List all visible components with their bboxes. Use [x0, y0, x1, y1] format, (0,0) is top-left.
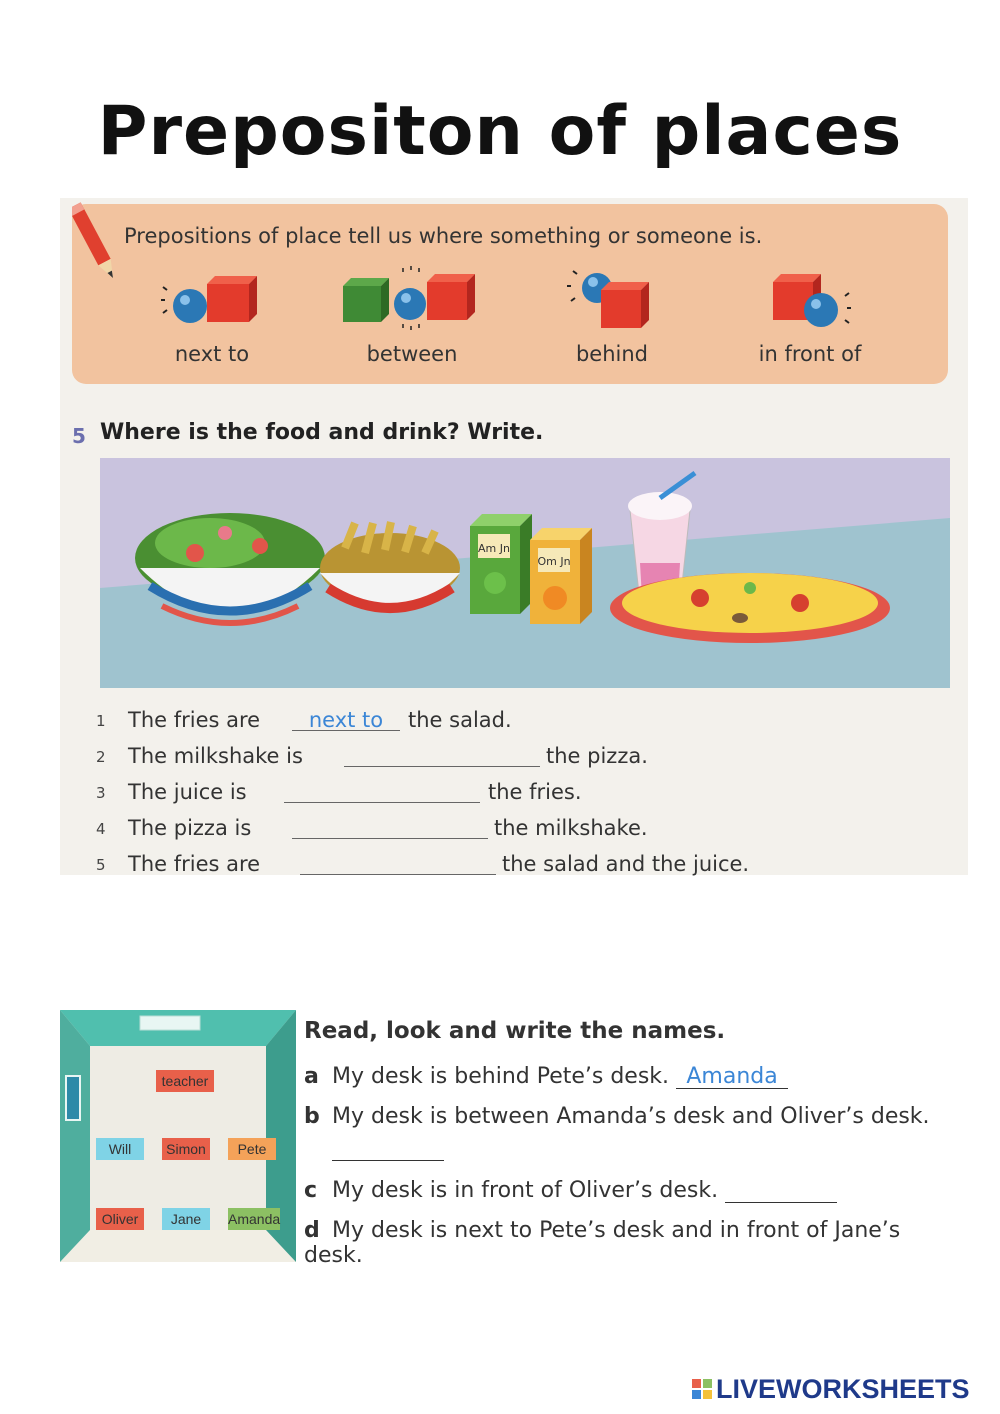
sentence-end: the fries.	[488, 780, 582, 804]
desk-pete: Pete	[228, 1138, 276, 1160]
sentence-list	[96, 704, 956, 884]
question-letter: a	[304, 1064, 319, 1089]
classroom-section	[60, 1010, 960, 1268]
sentence-row	[96, 704, 956, 740]
desk-jane: Jane	[162, 1208, 210, 1230]
question-text: My desk is behind Pete’s desk.	[332, 1064, 670, 1089]
sentence-number: 4	[96, 820, 106, 838]
prepositions-section	[60, 198, 968, 875]
sentence-end: the milkshake.	[494, 816, 648, 840]
sentence-number: 1	[96, 712, 106, 730]
answer-field[interactable]	[292, 816, 488, 839]
question-d	[304, 1218, 960, 1268]
question-letter: d	[304, 1218, 320, 1243]
food-scene-illustration	[100, 458, 950, 688]
desk-teacher: teacher	[156, 1070, 214, 1092]
question-b	[304, 1104, 930, 1129]
answer-field[interactable]: Amanda	[676, 1064, 788, 1089]
brand-name: LIVEWORKSHEETS	[716, 1373, 970, 1404]
sentence-start: The juice is	[128, 780, 247, 804]
answer-field[interactable]: next to	[292, 708, 400, 731]
sentence-start: The fries are	[128, 708, 261, 732]
between-illustration	[337, 262, 487, 332]
info-box	[72, 204, 948, 384]
question-text: My desk is in front of Oliver’s desk.	[332, 1178, 719, 1203]
question-c	[304, 1178, 837, 1203]
prep-label: in front of	[758, 342, 862, 366]
desk-will: Will	[96, 1138, 144, 1160]
sentence-start: The pizza is	[128, 816, 252, 840]
in-front-of-illustration	[755, 262, 865, 332]
desk-oliver: Oliver	[96, 1208, 144, 1230]
prep-label: behind	[575, 342, 649, 366]
sentence-number: 5	[96, 856, 106, 874]
sentence-number: 3	[96, 784, 106, 802]
sentence-row	[96, 812, 956, 848]
answer-field[interactable]	[332, 1136, 444, 1161]
question-a	[304, 1064, 788, 1089]
question-letter: c	[304, 1178, 318, 1203]
prep-between	[312, 262, 512, 366]
desk-amanda: Amanda	[228, 1208, 280, 1230]
answer-field[interactable]	[344, 744, 540, 767]
next-to-illustration	[157, 262, 267, 332]
sentence-start: The fries are	[128, 852, 261, 876]
apple-juice-label: Am Jn	[478, 542, 510, 555]
liveworksheets-logo-icon	[692, 1379, 712, 1399]
exercise-heading: Where is the food and drink? Write.	[100, 420, 544, 445]
page-title: Prepositon of places	[97, 92, 903, 171]
question-letter: b	[304, 1104, 320, 1129]
prep-label: next to	[174, 342, 250, 366]
sentence-number: 2	[96, 748, 106, 766]
answer-field[interactable]	[725, 1178, 837, 1203]
footer-logo	[692, 1375, 970, 1403]
desk-simon: Simon	[162, 1138, 210, 1160]
sentence-row	[96, 776, 956, 812]
sentence-row	[96, 848, 956, 884]
prep-label: between	[366, 342, 458, 366]
answer-field[interactable]	[284, 780, 480, 803]
question-text: My desk is next to Pete’s desk and in front of Jane’s desk.	[304, 1218, 901, 1268]
behind-illustration	[557, 262, 667, 332]
sentence-end: the salad.	[408, 708, 512, 732]
exercise-number: 5	[72, 424, 86, 448]
sentence-end: the pizza.	[546, 744, 648, 768]
info-text: Prepositions of place tell us where something or someone is.	[124, 224, 763, 248]
answer-field[interactable]	[300, 852, 496, 875]
sentence-end: the salad and the juice.	[502, 852, 750, 876]
orange-juice-label: Om Jn	[537, 555, 571, 568]
question-text: My desk is between Amanda’s desk and Oliver’s desk.	[332, 1104, 930, 1129]
prep-behind	[512, 262, 712, 366]
prep-in-front-of	[710, 262, 910, 366]
sentence-start: The milkshake is	[128, 744, 303, 768]
sentence-row	[96, 740, 956, 776]
prep-next-to	[112, 262, 312, 366]
question-b-answer-row	[304, 1136, 444, 1161]
read-heading: Read, look and write the names.	[304, 1018, 726, 1044]
classroom-illustration	[60, 1010, 296, 1262]
